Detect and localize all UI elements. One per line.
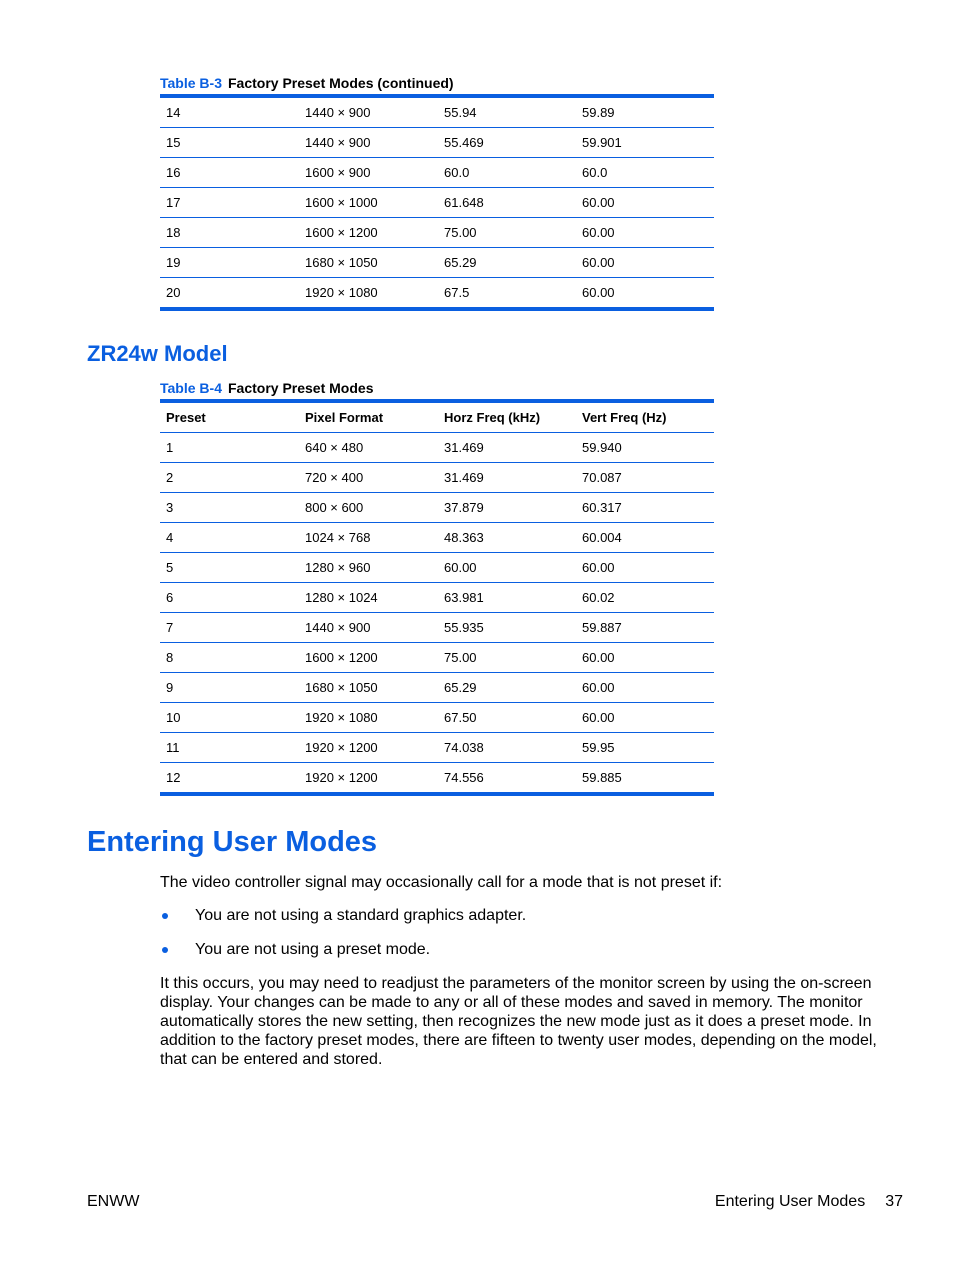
cell-pixel-format: 1280 × 1024 — [299, 583, 438, 613]
cell-preset: 15 — [160, 128, 299, 158]
cell-pixel-format: 640 × 480 — [299, 433, 438, 463]
table-row — [160, 583, 714, 613]
cell-pixel-format: 1440 × 900 — [299, 128, 438, 158]
cell-horz-freq: 55.94 — [438, 96, 576, 128]
cell-vert-freq: 59.901 — [576, 128, 714, 158]
cell-pixel-format: 1680 × 1050 — [299, 248, 438, 278]
page-number: 37 — [885, 1193, 903, 1210]
table-row — [160, 763, 714, 795]
paragraph-line: display. Your changes can be made to any or all of these modes and saved in memory. The monitor — [160, 994, 863, 1011]
table-b3-caption — [160, 75, 454, 91]
table-row — [160, 523, 714, 553]
cell-preset: 1 — [160, 433, 299, 463]
cell-pixel-format: 1440 × 900 — [299, 613, 438, 643]
cell-vert-freq: 60.004 — [576, 523, 714, 553]
table-b4 — [160, 399, 714, 796]
cell-preset: 2 — [160, 463, 299, 493]
paragraph-line: addition to the factory preset modes, there are fifteen to twenty user modes, depending on the model, — [160, 1032, 877, 1049]
cell-pixel-format: 1600 × 1200 — [299, 218, 438, 248]
table-row — [160, 128, 714, 158]
column-header-vert-freq: Vert Freq (Hz) — [576, 401, 714, 433]
cell-vert-freq: 60.00 — [576, 218, 714, 248]
table-row — [160, 673, 714, 703]
cell-pixel-format: 1920 × 1200 — [305, 770, 378, 785]
paragraph-line: that can be entered and stored. — [160, 1051, 383, 1068]
cell-preset: 16 — [160, 158, 299, 188]
bullet-item: You are not using a preset mode. — [195, 941, 431, 958]
cell-pixel-format: 1600 × 1000 — [299, 188, 438, 218]
cell-pixel-format: 1280 × 960 — [299, 553, 438, 583]
cell-horz-freq: 65.29 — [438, 673, 576, 703]
column-header-preset: Preset — [160, 401, 299, 433]
cell-preset: 20 — [166, 285, 181, 300]
cell-preset: 3 — [160, 493, 299, 523]
cell-preset: 11 — [160, 733, 299, 763]
cell-horz-freq: 67.50 — [438, 703, 576, 733]
cell-vert-freq: 60.00 — [576, 703, 714, 733]
cell-horz-freq: 60.00 — [438, 553, 576, 583]
cell-vert-freq: 60.317 — [576, 493, 714, 523]
table-row — [160, 96, 714, 128]
table-b3-number: Table B-3 — [160, 75, 222, 91]
table-row — [160, 433, 714, 463]
cell-horz-freq: 75.00 — [438, 218, 576, 248]
table-header-row — [160, 401, 714, 433]
table-b4-body — [160, 433, 714, 795]
table-row — [160, 613, 714, 643]
table-row — [160, 248, 714, 278]
cell-pixel-format: 1440 × 900 — [299, 96, 438, 128]
cell-vert-freq: 60.00 — [576, 643, 714, 673]
column-header-pixel-format: Pixel Format — [299, 401, 438, 433]
cell-preset: 10 — [160, 703, 299, 733]
table-b3-body — [160, 96, 714, 309]
cell-preset: 9 — [160, 673, 299, 703]
cell-horz-freq: 75.00 — [438, 643, 576, 673]
cell-pixel-format: 1920 × 1080 — [299, 703, 438, 733]
table-row — [160, 463, 714, 493]
cell-preset: 19 — [160, 248, 299, 278]
cell-preset: 17 — [160, 188, 299, 218]
cell-horz-freq: 61.648 — [438, 188, 576, 218]
column-header-horz-freq: Horz Freq (kHz) — [438, 401, 576, 433]
footer-left-label: ENWW — [87, 1193, 140, 1210]
cell-horz-freq: 31.469 — [438, 463, 576, 493]
cell-vert-freq: 70.087 — [576, 463, 714, 493]
section-heading-zr24w: ZR24w Model — [87, 341, 228, 366]
cell-pixel-format: 720 × 400 — [299, 463, 438, 493]
cell-vert-freq: 59.89 — [576, 96, 714, 128]
bullet-icon — [162, 913, 168, 919]
table-b3 — [160, 94, 714, 311]
table-row — [160, 158, 714, 188]
bullet-item: You are not using a standard graphics adapter. — [195, 907, 527, 924]
cell-pixel-format: 1600 × 900 — [299, 158, 438, 188]
table-row — [160, 188, 714, 218]
cell-vert-freq: 60.0 — [576, 158, 714, 188]
cell-preset: 6 — [160, 583, 299, 613]
table-row — [160, 218, 714, 248]
cell-vert-freq: 59.95 — [576, 733, 714, 763]
cell-preset: 12 — [166, 770, 181, 785]
table-row — [160, 493, 714, 523]
cell-vert-freq: 59.940 — [576, 433, 714, 463]
intro-text: The video controller signal may occasionally call for a mode that is not preset if: — [160, 874, 723, 891]
table-b4-number: Table B-4 — [160, 380, 222, 396]
table-row — [160, 643, 714, 673]
cell-preset: 8 — [160, 643, 299, 673]
cell-vert-freq: 59.887 — [576, 613, 714, 643]
table-b3-title: Factory Preset Modes (continued) — [227, 75, 454, 91]
cell-preset: 7 — [160, 613, 299, 643]
cell-horz-freq: 74.556 — [444, 770, 484, 785]
cell-horz-freq: 63.981 — [438, 583, 576, 613]
cell-pixel-format: 1920 × 1080 — [305, 285, 378, 300]
cell-vert-freq: 60.02 — [576, 583, 714, 613]
cell-preset: 18 — [160, 218, 299, 248]
footer-right — [715, 1193, 903, 1211]
cell-horz-freq: 65.29 — [438, 248, 576, 278]
cell-pixel-format: 1024 × 768 — [299, 523, 438, 553]
cell-pixel-format: 800 × 600 — [299, 493, 438, 523]
table-row — [160, 733, 714, 763]
cell-vert-freq: 60.00 — [576, 188, 714, 218]
section-heading-user-modes: Entering User Modes — [87, 826, 378, 858]
cell-vert-freq: 60.00 — [576, 248, 714, 278]
body-paragraph — [160, 974, 890, 1069]
cell-vert-freq: 60.00 — [576, 673, 714, 703]
cell-horz-freq: 55.469 — [438, 128, 576, 158]
cell-horz-freq: 37.879 — [438, 493, 576, 523]
cell-pixel-format: 1920 × 1200 — [299, 733, 438, 763]
table-b4-title: Factory Preset Modes — [227, 380, 374, 396]
cell-horz-freq: 31.469 — [438, 433, 576, 463]
cell-preset: 5 — [160, 553, 299, 583]
paragraph-line: It this occurs, you may need to readjust the parameters of the monitor screen by using the on-screen — [160, 975, 872, 992]
table-row — [160, 553, 714, 583]
table-b4-caption — [160, 380, 373, 396]
cell-horz-freq: 67.5 — [444, 285, 470, 300]
cell-preset: 4 — [160, 523, 299, 553]
cell-horz-freq: 48.363 — [438, 523, 576, 553]
cell-horz-freq: 55.935 — [438, 613, 576, 643]
table-row — [160, 278, 714, 310]
cell-pixel-format: 1600 × 1200 — [299, 643, 438, 673]
cell-preset: 14 — [160, 96, 299, 128]
cell-vert-freq: 59.885 — [582, 770, 622, 785]
cell-horz-freq: 60.0 — [438, 158, 576, 188]
cell-horz-freq: 74.038 — [438, 733, 576, 763]
cell-vert-freq: 60.00 — [582, 285, 615, 300]
paragraph-line: automatically stores the new setting, then recognizes the new mode just as it does a preset mode. In — [160, 1013, 872, 1030]
table-row — [160, 703, 714, 733]
cell-pixel-format: 1680 × 1050 — [299, 673, 438, 703]
bullet-icon — [162, 947, 168, 953]
footer-section-title: Entering User Modes — [714, 1193, 866, 1210]
cell-vert-freq: 60.00 — [576, 553, 714, 583]
